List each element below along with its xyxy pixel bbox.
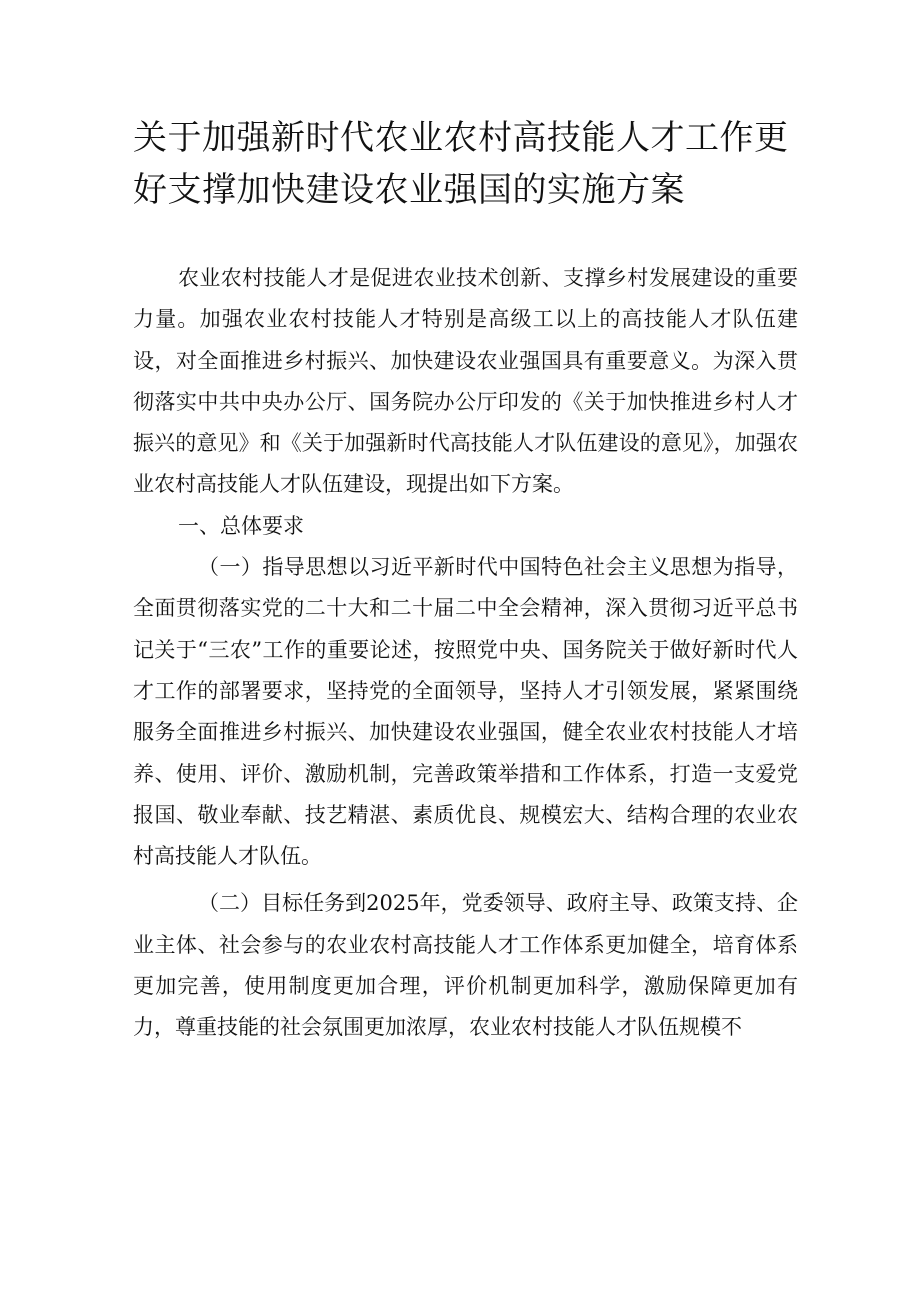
title-line-2: 好支撑加快建设农业强国的实施方案 bbox=[133, 170, 685, 210]
document-title bbox=[133, 112, 793, 216]
section-heading: 一、总体要求 bbox=[178, 513, 304, 538]
target-task-paragraph: （二）目标任务到2025年，党委领导、政府主导、政策支持、企业主体、社会参与的农业农村高技能人才工作体系更加健全，培育体系更加完善，使用制度更加合理，评价机制更加科学，激励保障更加有力，尊重技能的社会氛围更加浓厚，农业农村技能人才队伍规模不 bbox=[133, 891, 798, 1040]
title-line-1: 关于加强新时代农业农村高技能人才工作更 bbox=[133, 118, 789, 158]
intro-paragraph: 农业农村技能人才是促进农业技术创新、支撑乡村发展建设的重要力量。加强农业农村技能人才特别是高级工以上的高技能人才队伍建设，对全面推进乡村振兴、加快建设农业强国具有重要意义。为深入贯彻落实中共中央办公厅、国务院办公厅印发的《关于加快推进乡村人才振兴的意见》和《关于加强新时代高技能人才队伍建设的意见》，加强农业农村高技能人才队伍建设，现提出如下方案。 bbox=[133, 266, 798, 497]
document-body bbox=[133, 258, 798, 1049]
guiding-thought-paragraph: （一）指导思想以习近平新时代中国特色社会主义思想为指导，全面贯彻落实党的二十大和二十届二中全会精神，深入贯彻习近平总书记关于“三农”工作的重要论述，按照党中央、国务院关于做好新时代人才工作的部署要求，坚持党的全面领导，坚持人才引领发展，紧紧围绕服务全面推进乡村振兴、加快建设农业强国，健全农业农村技能人才培养、使用、评价、激励机制，完善政策举措和工作体系，打造一支爱党报国、敬业奉献、技艺精湛、素质优良、规模宏大、结构合理的农业农村高技能人才队伍。 bbox=[133, 555, 798, 869]
